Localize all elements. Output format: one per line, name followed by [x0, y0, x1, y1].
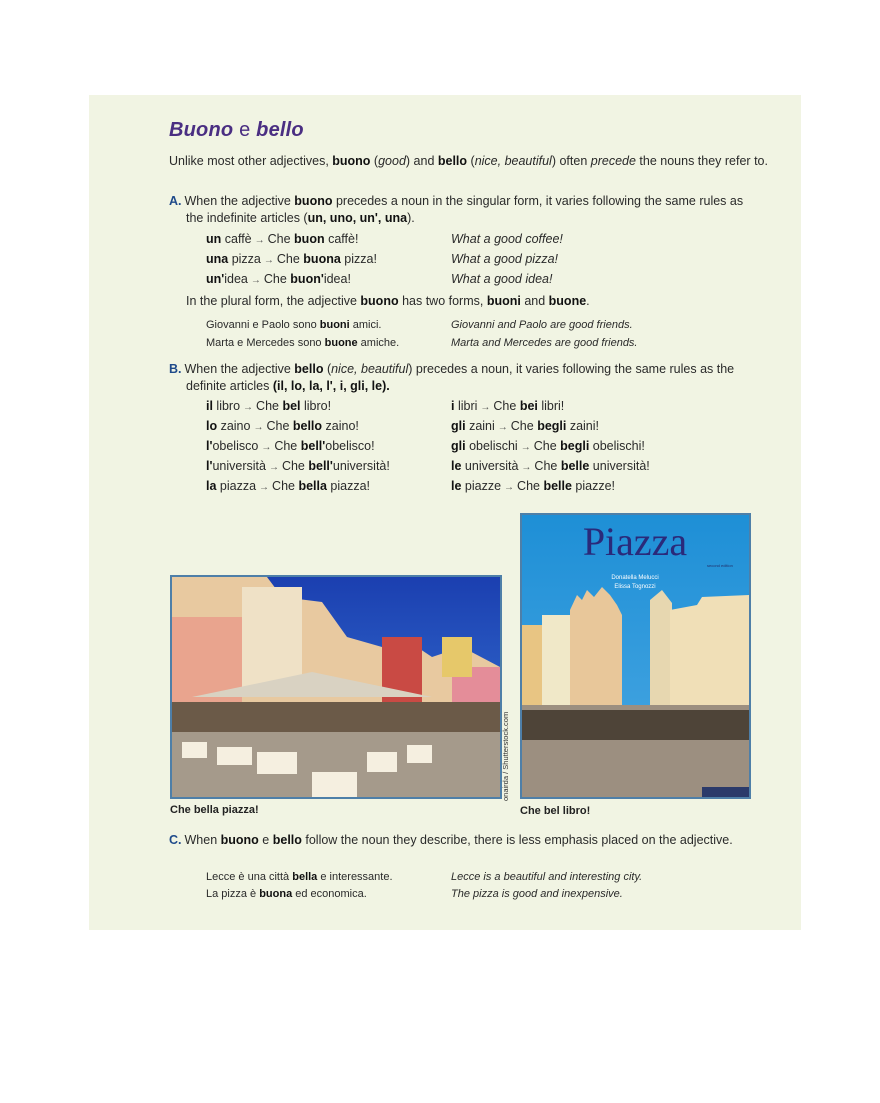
arrow-icon: →: [504, 482, 515, 493]
book-cover: [520, 513, 751, 799]
plural-example: i libri → Che bei libri!: [451, 399, 565, 413]
plural-note: In the plural form, the adjective buono has two forms, buoni and buone.: [186, 294, 590, 308]
section-b-label: B.: [169, 362, 182, 376]
page-title: Buono e bello: [169, 119, 304, 141]
arrow-icon: →: [497, 422, 508, 433]
arrow-icon: →: [521, 462, 532, 473]
svg-text:Donatella Melucci: Donatella Melucci: [611, 575, 659, 581]
example-row: un caffè → Che buon caffè!: [206, 232, 359, 246]
plural-example: Marta e Mercedes sono buone amiche.: [206, 337, 400, 349]
example-translation: The pizza is good and inexpensive.: [451, 888, 623, 900]
arrow-icon: →: [480, 402, 491, 413]
arrow-icon: →: [253, 422, 264, 433]
example-row: La pizza è buona ed economica.: [206, 888, 367, 900]
example-translation: What a good idea!: [451, 272, 553, 286]
singular-example: il libro → Che bel libro!: [206, 399, 332, 413]
plural-example: le università → Che belle università!: [451, 459, 650, 473]
svg-text:Elissa Tognozzi: Elissa Tognozzi: [614, 584, 656, 590]
arrow-icon: →: [268, 462, 279, 473]
right-caption: Che bel libro!: [520, 805, 591, 817]
example-row: Lecce è una città bella e interessante.: [206, 871, 393, 883]
example-row: una pizza → Che buona pizza!: [206, 252, 377, 266]
arrow-icon: →: [520, 442, 531, 453]
plural-translation: Giovanni and Paolo are good friends.: [451, 319, 633, 331]
photo-credit: onairda / Shutterstock.com: [501, 711, 510, 801]
arrow-icon: →: [250, 275, 261, 286]
svg-text:second edition: second edition: [707, 563, 733, 568]
example-translation: Lecce is a beautiful and interesting city.: [451, 871, 643, 883]
plural-example: le piazze → Che belle piazze!: [451, 479, 616, 493]
plural-example: gli zaini → Che begli zaini!: [451, 419, 600, 433]
section-b-rule: B. When the adjective bello (nice, beautiful) precedes a noun, it varies following the same rules as the definite articles (il, lo, la, l', i, gli, le).: [169, 362, 735, 393]
singular-example: l'obelisco → Che bell'obelisco!: [206, 439, 375, 453]
section-a-rule: A. When the adjective buono precedes a noun in the singular form, it varies following the same rules as the indefinite articles (un, uno, un', una).: [169, 194, 744, 225]
section-c-rule: C. When buono e bello follow the noun they describe, there is less emphasis placed on the adjective.: [169, 833, 733, 847]
plural-example: Giovanni e Paolo sono buoni amici.: [206, 319, 382, 331]
left-caption: Che bella piazza!: [170, 804, 259, 816]
arrow-icon: →: [254, 235, 265, 246]
arrow-icon: →: [259, 482, 270, 493]
singular-example: l'università → Che bell'università!: [206, 459, 390, 473]
arrow-icon: →: [263, 255, 274, 266]
example-row: un'idea → Che buon'idea!: [206, 272, 351, 286]
plural-example: gli obelischi → Che begli obelischi!: [451, 439, 645, 453]
arrow-icon: →: [261, 442, 272, 453]
book-title-text: Piazza: [582, 519, 688, 564]
example-translation: What a good pizza!: [451, 252, 559, 266]
piazza-photo: [170, 575, 502, 799]
textbook-page: [89, 95, 801, 930]
plural-translation: Marta and Mercedes are good friends.: [451, 337, 638, 349]
section-c-label: C.: [169, 833, 182, 847]
singular-example: lo zaino → Che bello zaino!: [206, 419, 359, 433]
example-translation: What a good coffee!: [451, 232, 563, 246]
arrow-icon: →: [243, 402, 254, 413]
intro-paragraph: Unlike most other adjectives, buono (good) and bello (nice, beautiful) often precede the nouns they refer to.: [169, 154, 768, 168]
section-a-label: A.: [169, 194, 182, 208]
singular-example: la piazza → Che bella piazza!: [206, 479, 371, 493]
